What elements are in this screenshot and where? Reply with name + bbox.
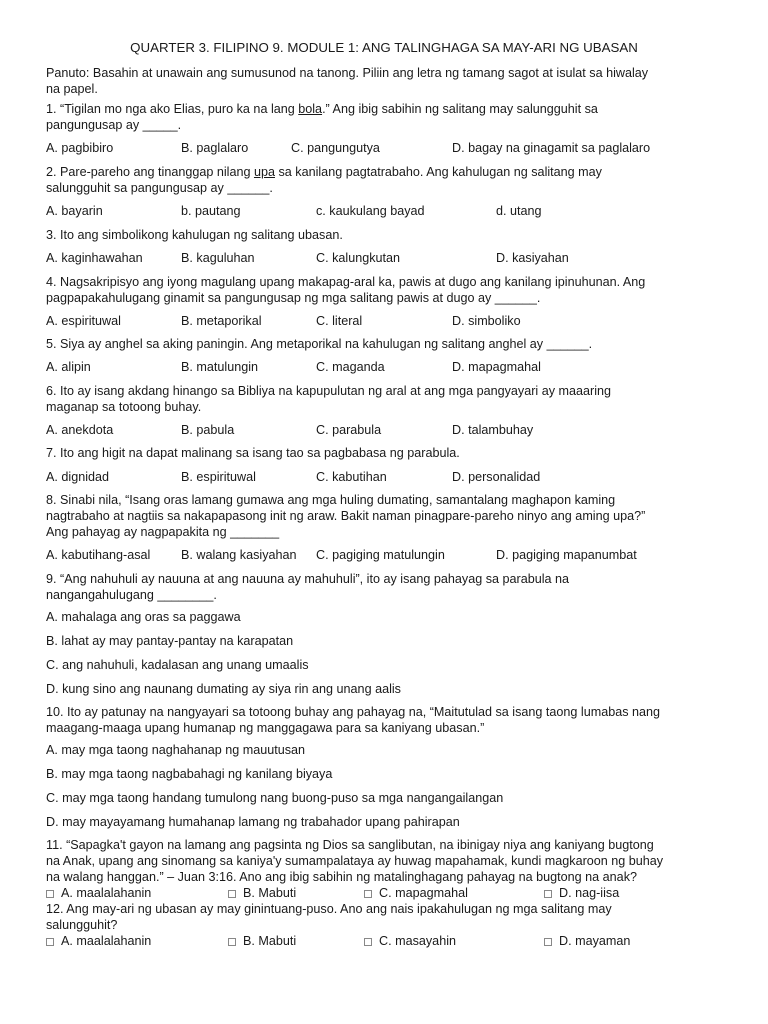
question-text-segment: pagpapakahulugang ginamit sa pangungusap ng mga salitang pawis at dugo ay ______. <box>46 291 541 305</box>
question-6-option <box>316 423 381 437</box>
question-text-segment: na walang hanggan.” – Juan 3:16. Ano ang ibig sabihin ng matalinghagang pahayag na bugtong na anak? <box>46 870 637 884</box>
question-1-option <box>291 141 380 155</box>
option-label: B. paglalaro <box>181 141 249 155</box>
option-label: B. walang kasiyahan <box>181 548 297 562</box>
option-label: A. kabutihang-asal <box>46 548 151 562</box>
option-label: D. talambuhay <box>452 423 534 437</box>
option-label: A. mahalaga ang oras sa paggawa <box>46 610 241 624</box>
question-6-option <box>452 423 533 437</box>
underlined-keyword: bola <box>298 102 323 116</box>
option-label: B. Mabuti <box>243 886 297 900</box>
question-9-text <box>46 588 728 604</box>
option-label: d. utang <box>496 204 542 218</box>
question-5-option <box>316 360 385 374</box>
question-5-option <box>46 360 91 374</box>
question-2-option <box>496 204 542 218</box>
question-10-text <box>46 705 728 721</box>
question-2-text <box>46 165 728 181</box>
question-text-segment: 10. Ito ay patunay na nangyayari sa totoong buhay ang pahayag na, “Maitutulad sa isang taong lumabas nang <box>46 705 661 719</box>
checkbox-icon[interactable] <box>46 890 54 898</box>
question-12-option <box>364 934 456 948</box>
checkbox-icon[interactable] <box>228 890 236 898</box>
option-label: D. kung sino ang naunang dumating ay siya rin ang unang aalis <box>46 682 401 696</box>
question-10-option <box>46 791 503 805</box>
question-3-option <box>316 251 400 265</box>
question-11-text <box>46 870 728 886</box>
question-9-text <box>46 572 728 588</box>
question-text-segment: salungguhit sa pangungusap ay ______. <box>46 181 273 195</box>
question-4-text <box>46 291 728 307</box>
option-label: C. maganda <box>316 360 385 374</box>
question-12-text <box>46 918 728 934</box>
option-label: C. pangungutya <box>291 141 380 155</box>
option-label: A. may mga taong naghahanap ng mauutusan <box>46 743 306 757</box>
option-label: A. maalalahanin <box>61 886 152 900</box>
question-8-text <box>46 509 728 525</box>
option-label: A. espirituwal <box>46 314 121 328</box>
option-label: A. anekdota <box>46 423 114 437</box>
question-8-option <box>181 548 297 562</box>
question-text-segment: 2. Pare-pareho ang tinanggap nilang <box>46 165 254 179</box>
option-label: C. kabutihan <box>316 470 387 484</box>
question-text-segment: nangangahulugang ________. <box>46 588 217 602</box>
question-text-segment: sa kanilang pagtatrabaho. Ang kahulugan ng salitang may <box>274 165 602 179</box>
option-label: C. pagiging matulungin <box>316 548 445 562</box>
question-8-option <box>316 548 445 562</box>
question-2-text <box>46 181 728 197</box>
option-label: C. literal <box>316 314 363 328</box>
instruction-line: na papel. <box>46 82 98 96</box>
question-text-segment: maagang-maaga upang humanap ng manggagawa para sa kaniyang ubasan.” <box>46 721 485 735</box>
underlined-keyword: upa <box>253 165 275 179</box>
question-9-option <box>46 610 241 624</box>
question-text-segment: 8. Sinabi nila, “Isang oras lamang gumawa ang mga huling dumating, samantalang maghapon kaming <box>46 493 616 507</box>
question-text-segment: 12. Ang may-ari ng ubasan ay may ginintuang-puso. Ano ang nais ipakahulugan ng mga salitang may <box>46 902 612 916</box>
question-text-segment: 4. Nagsakripisyo ang iyong magulang upang makapag-aral ka, pawis at dugo ang kanilang ipinuhunan. Ang <box>46 275 646 289</box>
question-4-text <box>46 275 728 291</box>
question-6-option <box>181 423 234 437</box>
checkbox-icon[interactable] <box>544 890 552 898</box>
option-label: b. pautang <box>181 204 241 218</box>
question-5-text <box>46 337 728 353</box>
question-1-option <box>452 141 650 155</box>
question-11-option <box>544 886 619 900</box>
question-11-text <box>46 854 728 870</box>
question-4-option <box>181 314 262 328</box>
option-label: C. may mga taong handang tumulong nang buong-puso sa mga nangangailangan <box>46 791 504 805</box>
question-8-option <box>46 548 150 562</box>
question-7-option <box>181 470 256 484</box>
question-3-option <box>496 251 569 265</box>
option-label: c. kaukulang bayad <box>316 204 425 218</box>
option-label: D. simboliko <box>452 314 521 328</box>
option-label: D. mayaman <box>559 934 631 948</box>
question-12-option <box>228 934 296 948</box>
question-text-segment: 6. Ito ay isang akdang hinango sa Bibliya na kapupulutan ng aral at ang mga pangyayari ay maaaring <box>46 384 612 398</box>
question-11-text <box>46 838 728 854</box>
option-label: B. may mga taong nagbabahagi ng kanilang biyaya <box>46 767 333 781</box>
question-3-option <box>181 251 255 265</box>
question-5-option <box>452 360 541 374</box>
question-5-option <box>181 360 258 374</box>
question-text-segment: 7. Ito ang higit na dapat malinang sa isang tao sa pagbabasa ng parabula. <box>46 446 460 460</box>
question-text-segment: maganap sa totoong buhay. <box>46 400 202 414</box>
question-10-option <box>46 815 460 829</box>
question-11-option <box>364 886 468 900</box>
question-7-option <box>452 470 540 484</box>
option-label: D. bagay na ginagamit sa paglalaro <box>452 141 651 155</box>
option-label: A. pagbibiro <box>46 141 114 155</box>
checkbox-icon[interactable] <box>228 938 236 946</box>
question-12-option <box>544 934 630 948</box>
question-text-segment: .” Ang ibig sabihin ng salitang may salungguhit sa <box>322 102 598 116</box>
option-label: A. kaginhawahan <box>46 251 143 265</box>
question-4-option <box>46 314 121 328</box>
option-label: C. ang nahuhuli, kadalasan ang unang umaalis <box>46 658 309 672</box>
question-12-text <box>46 902 728 918</box>
question-10-option <box>46 767 332 781</box>
option-label: B. kaguluhan <box>181 251 255 265</box>
question-text-segment: Ang pahayag ay nagpapakita ng _______ <box>46 525 280 539</box>
checkbox-icon[interactable] <box>364 938 372 946</box>
page-title: QUARTER 3. FILIPINO 9. MODULE 1: ANG TALINGHAGA SA MAY-ARI NG UBASAN <box>130 40 638 55</box>
option-label: C. mapagmahal <box>379 886 468 900</box>
option-label: D. nag-iisa <box>559 886 620 900</box>
question-8-text <box>46 493 728 509</box>
option-label: A. dignidad <box>46 470 110 484</box>
option-label: A. bayarin <box>46 204 103 218</box>
question-3-option <box>46 251 143 265</box>
question-4-option <box>316 314 362 328</box>
question-text-segment: 9. “Ang nahuhuli ay nauuna at ang nauuna ay mahuhuli”, ito ay isang pahayag sa parabula na <box>46 572 570 586</box>
question-4-option <box>452 314 521 328</box>
option-label: C. kalungkutan <box>316 251 401 265</box>
question-7-option <box>46 470 109 484</box>
question-text-segment: 11. “Sapagka't gayon na lamang ang pagsinta ng Dios sa sanglibutan, na ibinigay niya ang kaniyang bugtong <box>46 838 654 852</box>
option-label: D. pagiging mapanumbat <box>496 548 637 562</box>
question-2-option <box>181 204 241 218</box>
question-9-option <box>46 634 293 648</box>
question-11-option <box>228 886 296 900</box>
option-label: B. metaporikal <box>181 314 262 328</box>
question-12-option <box>46 934 151 948</box>
option-label: B. pabula <box>181 423 235 437</box>
checkbox-icon[interactable] <box>46 938 54 946</box>
question-text-segment: salungguhit? <box>46 918 118 932</box>
question-text-segment: 3. Ito ang simbolikong kahulugan ng salitang ubasan. <box>46 228 343 242</box>
question-text-segment: nagtrabaho at nagtiis sa nakapapasong init ng araw. Bakit naman pinagpare-pareho ninyo ang aming upa?” <box>46 509 646 523</box>
question-9-option <box>46 658 309 672</box>
option-label: B. espirituwal <box>181 470 256 484</box>
question-text-segment: na Anak, upang ang sinomang sa kaniya'y sumampalataya ay huwag mapahamak, kundi magkaroon ng buhay <box>46 854 664 868</box>
option-label: B. matulungin <box>181 360 259 374</box>
question-1-text <box>46 118 728 134</box>
question-text-segment: pangungusap ay _____. <box>46 118 182 132</box>
question-6-text <box>46 400 728 416</box>
option-label: C. parabula <box>316 423 382 437</box>
question-7-option <box>316 470 387 484</box>
option-label: D. personalidad <box>452 470 541 484</box>
option-label: D. kasiyahan <box>496 251 569 265</box>
question-text-segment: 1. “Tigilan mo nga ako Elias, puro ka na lang <box>46 102 299 116</box>
option-label: B. lahat ay may pantay-pantay na karapatan <box>46 634 294 648</box>
question-8-text <box>46 525 728 541</box>
checkbox-icon[interactable] <box>544 938 552 946</box>
question-1-text <box>46 102 728 118</box>
option-label: B. Mabuti <box>243 934 297 948</box>
question-1-option <box>46 141 113 155</box>
checkbox-icon[interactable] <box>364 890 372 898</box>
question-6-option <box>46 423 113 437</box>
instruction-line: Panuto: Basahin at unawain ang sumusunod na tanong. Piliin ang letra ng tamang sagot at isulat sa hiwalay <box>46 66 649 80</box>
question-text-segment: 5. Siya ay anghel sa aking paningin. Ang metaporikal na kahulugan ng salitang anghel ay ______. <box>46 337 593 351</box>
option-label: C. masayahin <box>379 934 456 948</box>
option-label: D. may mayayamang humahanap lamang ng trabahador upang pahirapan <box>46 815 460 829</box>
question-10-text <box>46 721 728 737</box>
question-11-option <box>46 886 151 900</box>
question-3-text <box>46 228 728 244</box>
option-label: D. mapagmahal <box>452 360 541 374</box>
option-label: A. maalalahanin <box>61 934 152 948</box>
question-7-text <box>46 446 728 462</box>
question-8-option <box>496 548 637 562</box>
question-2-option <box>46 204 103 218</box>
option-label: A. alipin <box>46 360 91 374</box>
question-2-option <box>316 204 425 218</box>
question-6-text <box>46 384 728 400</box>
question-9-option <box>46 682 401 696</box>
question-10-option <box>46 743 305 757</box>
question-1-option <box>181 141 248 155</box>
